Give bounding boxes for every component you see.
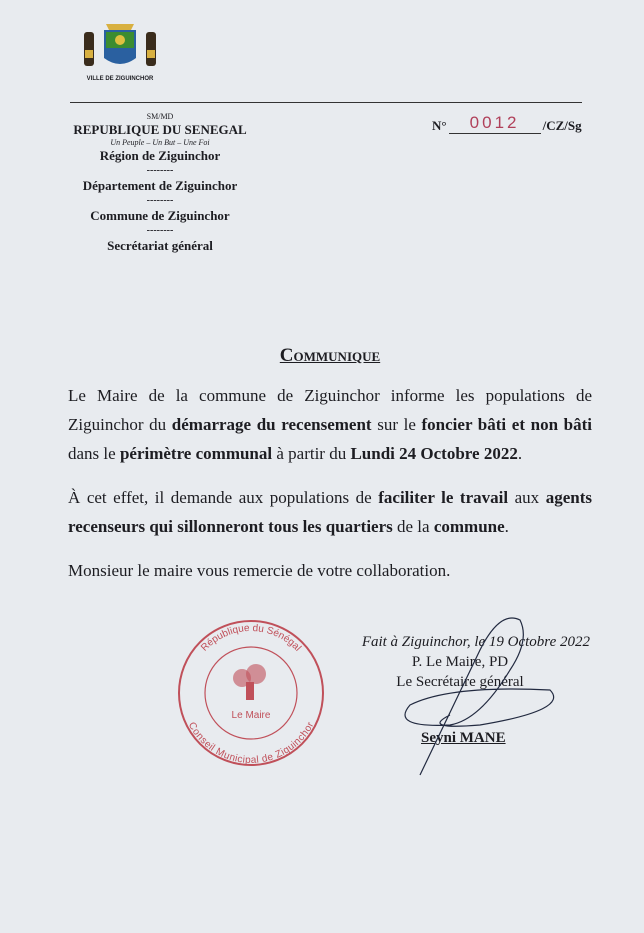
signing-authority: P. Le Maire, PD: [411, 654, 509, 670]
text-segment: Le Maire de la commune de Ziguinchor informe les populations de Ziguinchor du: [68, 386, 592, 434]
logo-caption: VILLE DE ZIGUINCHOR: [86, 76, 154, 82]
text-segment: sur le: [371, 415, 422, 434]
bold-text-segment: agents recenseurs qui sillonneront tous les quartiers: [68, 488, 592, 536]
text-segment: dans le: [68, 444, 120, 463]
reference-suffix: /CZ/Sg: [542, 118, 582, 133]
stamp-center-text: Le Maire: [231, 710, 271, 721]
svg-text:République du Sénégal: [199, 623, 303, 654]
reference-prefix: N°: [432, 118, 447, 133]
svg-text:Conseil Municipal de Ziguincho: [185, 720, 317, 766]
stamp-bottom-text: Conseil Municipal de Ziguinchor: [185, 720, 317, 767]
commune-name: Commune de Ziguinchor: [90, 208, 230, 223]
header-divider: [70, 102, 582, 103]
city-coat-of-arms-logo: [80, 22, 160, 74]
place-date: Fait à Ziguinchor, le 19 Octobre 2022: [361, 634, 590, 650]
national-motto: Un Peuple – Un But – Une Foi: [110, 138, 210, 147]
text-segment: aux: [508, 488, 546, 507]
ref-initials: SM/MD: [146, 112, 174, 121]
text-segment: À cet effet, il demande aux populations de: [68, 488, 379, 507]
text-segment: de la: [392, 517, 434, 536]
country-name: REPUBLIQUE DU SENEGAL: [73, 122, 247, 137]
stamp-top-text: République du Sénégal: [199, 622, 304, 654]
baobab-tree-icon: [233, 664, 266, 700]
separator: --------: [146, 195, 174, 206]
bold-text-segment: faciliter le travail: [378, 488, 509, 507]
text-segment: .: [504, 517, 509, 536]
bold-text-segment: Lundi 24 Octobre 2022: [350, 444, 518, 463]
paragraph-1: [68, 381, 592, 468]
reference-value: 0012: [449, 113, 541, 134]
service-name: Secrétariat général: [107, 238, 213, 253]
handwritten-signature: [330, 610, 570, 780]
text-segment: .: [517, 444, 523, 463]
region-name: Région de Ziguinchor: [99, 148, 221, 163]
bold-text-segment: foncier bâti et non bâti: [421, 415, 592, 434]
official-stamp: [176, 618, 326, 768]
bold-text-segment: périmètre communal: [119, 444, 273, 463]
document-title: Communique: [279, 345, 381, 366]
signatory-role: Le Secrétaire général: [396, 674, 524, 690]
department-name: Département de Ziguinchor: [82, 178, 238, 193]
text-segment: à partir du: [272, 444, 351, 463]
separator: --------: [146, 225, 174, 236]
document-body: [68, 381, 592, 600]
bold-text-segment: démarrage du recensement: [171, 415, 372, 434]
signatory-name: Seyni MANE: [421, 730, 506, 746]
reference-number: [432, 113, 582, 134]
text-segment: Monsieur le maire vous remercie de votre collaboration.: [68, 561, 451, 580]
paragraph-3: [68, 556, 592, 585]
letterhead-block: [60, 112, 260, 254]
bold-text-segment: commune: [433, 517, 505, 536]
separator: --------: [146, 165, 174, 176]
paragraph-2: [68, 483, 592, 541]
